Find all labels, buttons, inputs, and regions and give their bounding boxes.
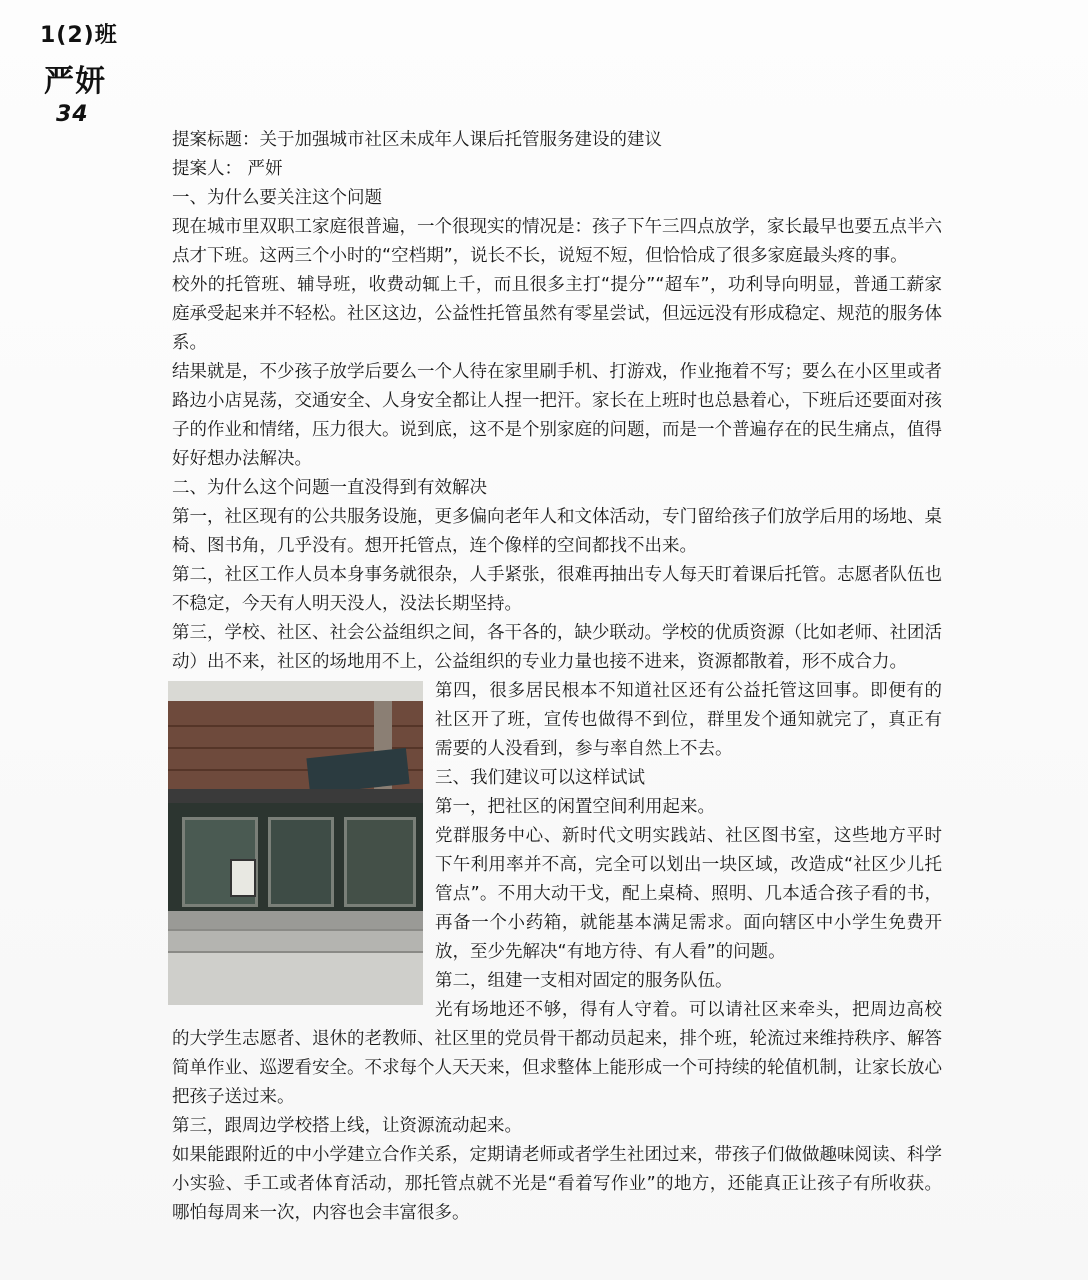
handwritten-name: 严妍 [44, 64, 106, 99]
section-3-point-1-body: 党群服务中心、新时代文明实践站、社区图书室，这些地方平时下午利用率并不高，完全可以划出一块区域，改造成“社区少儿托管点”。不用大动干戈，配上桌椅、照明、几本适合孩子看的书，再备一个小药箱，就能基本满足需求。面向辖区中小学生免费开放，至少先解决“有地方待、有人看”的问题。 [435, 826, 942, 962]
section-2-paragraph-4: 第四，很多居民根本不知道社区还有公益托管这回事。即便有的社区开了班，宣传也做得不到位，群里发个通知就完了，真正有需要的人没看到，参与率自然上不去。 [435, 681, 942, 759]
section-3-point-2-title: 第二，组建一支相对固定的服务队伍。 [435, 971, 733, 991]
section-1-paragraph-3: 结果就是，不少孩子放学后要么一个人待在家里刷手机、打游戏，作业拖着不写；要么在小区里或者路边小店晃荡，交通安全、人身安全都让人捏一把汗。家长在上班时也总悬着心，下班后还要面对孩子的作业和情绪，压力很大。说到底，这不是个别家庭的问题，而是一个普遍存在的民生痛点，值得好好想办法解决。 [172, 362, 942, 469]
handwritten-number: 34 [56, 102, 89, 127]
section-3-heading: 三、我们建议可以这样试试 [435, 768, 645, 788]
photo-pavement [168, 951, 423, 1005]
photo-step [168, 929, 423, 951]
photo-window [344, 817, 416, 907]
section-2-paragraph-3 [172, 619, 942, 677]
section-3-point-3-title: 第三，跟周边学校搭上线，让资源流动起来。 [172, 1116, 522, 1136]
photo-awning [168, 789, 423, 803]
image-wrap-block [172, 619, 942, 967]
photo-step [168, 911, 423, 929]
section-1-heading: 一、为什么要关注这个问题 [172, 188, 382, 208]
section-2-paragraph-2: 第二，社区工作人员本身事务就很杂，人手紧张，很难再抽出专人每天盯着课后托管。志愿者队伍也不稳定，今天有人明天没人，没法长期坚持。 [172, 565, 942, 614]
section-1-paragraph-1: 现在城市里双职工家庭很普遍，一个很现实的情况是：孩子下午三四点放学，家长最早也要五点半六点才下班。这两三个小时的“空档期”，说长不长，说短不短，但恰恰成了很多家庭最头疼的事。 [172, 217, 942, 266]
proposal-title: 提案标题：关于加强城市社区未成年人课后托管服务建设的建议 [172, 130, 662, 150]
photo-window [268, 817, 334, 907]
handwritten-class: 1(2)班 [40, 23, 118, 48]
photo-step-edge [168, 929, 423, 931]
photo-sign-board [230, 859, 256, 897]
section-3-point-3-body: 如果能跟附近的中小学建立合作关系，定期请老师或者学生社团过来，带孩子们做做趣味阅读、科学小实验、手工或者体育活动，那托管点就不光是“看着写作业”的地方，还能真正让孩子有所收获。哪怕每周来一次，内容也会丰富很多。 [172, 1145, 942, 1223]
proposer-line: 提案人： 严妍 [172, 159, 283, 179]
section-2-heading: 二、为什么这个问题一直没得到有效解决 [172, 478, 487, 498]
photo-step-edge [168, 951, 423, 953]
section-2-paragraph-1: 第一，社区现有的公共服务设施，更多偏向老年人和文体活动，专门留给孩子们放学后用的场地、桌椅、图书角，几乎没有。想开托管点，连个像样的空间都找不出来。 [172, 507, 942, 556]
proposal-body [172, 126, 942, 1228]
section-3-point-2-body: 光有场地还不够，得有人守着。可以请社区来牵头，把周边高校的大学生志愿者、退休的老教师、社区里的党员骨干都动员起来，排个班，轮流过来维持秩序、解答简单作业、巡逻看安全。不求每个人天天来，但求整体上能形成一个可持续的轮值机制，让家长放心把孩子送过来。 [172, 1000, 942, 1107]
community-center-photo [168, 681, 423, 1005]
section-1-paragraph-2: 校外的托管班、辅导班，收费动辄上千，而且很多主打“提分”“超车”，功利导向明显，普通工薪家庭承受起来并不轻松。社区这边，公益性托管虽然有零星尝试，但远远没有形成稳定、规范的服务体系。 [172, 275, 942, 353]
section-2-paragraph-3-text: 第三，学校、社区、社会公益组织之间，各干各的，缺少联动。学校的优质资源（比如老师、社团活动）出不来，社区的场地用不上，公益组织的专业力量也接不进来，资源都散着，形不成合力。 [172, 623, 942, 672]
section-3-point-1-title: 第一，把社区的闲置空间利用起来。 [435, 797, 715, 817]
